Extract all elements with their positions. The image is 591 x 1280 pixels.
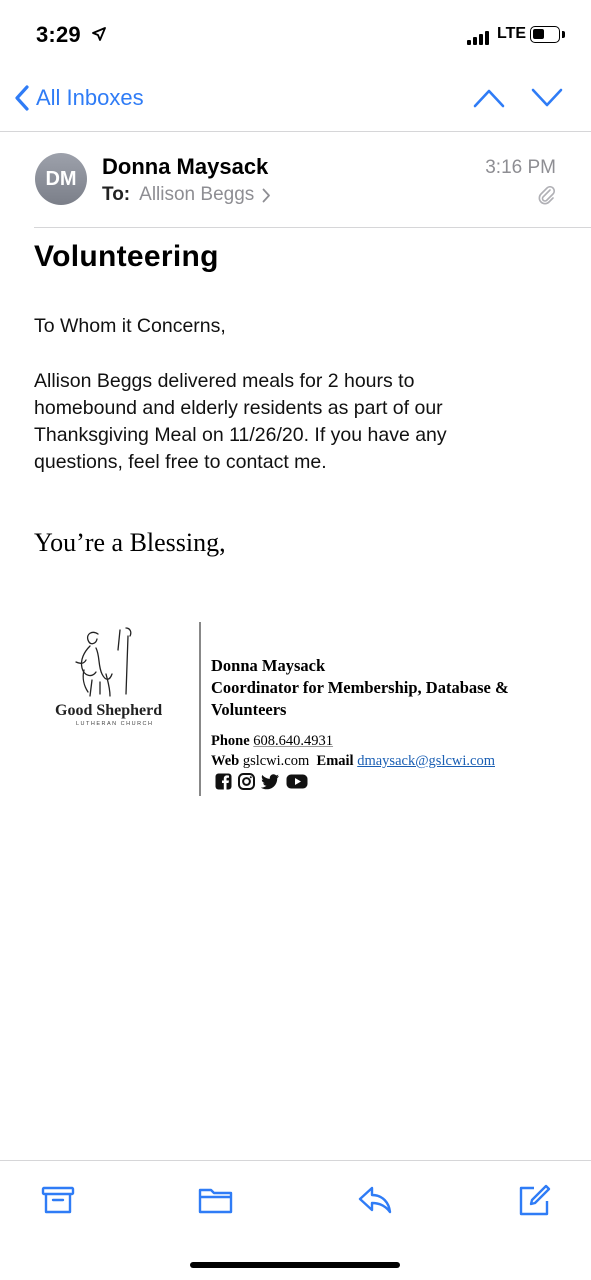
signature-phone-row <box>211 731 333 751</box>
email-label: Email <box>316 753 354 769</box>
facebook-icon[interactable] <box>215 773 232 795</box>
church-logo <box>40 620 182 736</box>
signature-rule <box>199 622 201 796</box>
youtube-icon[interactable] <box>286 773 308 795</box>
signal-icon <box>467 31 489 45</box>
toolbar-divider <box>0 1160 591 1161</box>
instagram-icon[interactable] <box>238 773 255 795</box>
signature-title-1: Coordinator for Membership, Database & <box>211 678 509 697</box>
logo-subtext: LUTHERAN CHURCH <box>76 721 154 727</box>
network-type: LTE <box>497 25 527 42</box>
home-indicator <box>190 1262 400 1268</box>
web-link[interactable]: gslcwi.com <box>242 753 310 769</box>
email-link[interactable]: dmaysack@gslcwi.com <box>357 753 495 769</box>
compose-icon[interactable] <box>516 1182 552 1218</box>
phone-label: Phone <box>211 733 250 749</box>
header-divider <box>34 227 591 228</box>
web-label: Web <box>211 753 240 769</box>
battery-icon <box>530 26 560 43</box>
back-chevron-icon <box>14 84 30 112</box>
chevron-right-icon[interactable] <box>262 188 271 203</box>
message-time: 3:16 PM <box>485 157 556 178</box>
nav-divider <box>0 131 591 132</box>
reply-icon[interactable] <box>357 1182 393 1218</box>
location-arrow-icon <box>92 27 106 41</box>
status-time: 3:29 <box>36 22 81 47</box>
social-icons <box>215 773 308 795</box>
avatar[interactable]: DM <box>35 153 87 205</box>
up-chevron-icon[interactable] <box>472 86 506 110</box>
phone-number[interactable]: 608.640.4931 <box>253 733 334 749</box>
sender-name[interactable]: Donna Maysack <box>102 154 269 179</box>
battery-nub <box>562 31 565 38</box>
to-row <box>102 184 271 206</box>
folder-icon[interactable] <box>198 1182 234 1218</box>
archive-icon[interactable] <box>40 1182 76 1218</box>
down-chevron-icon[interactable] <box>530 86 564 110</box>
back-label: All Inboxes <box>36 85 144 110</box>
recipient-name[interactable]: Allison Beggs <box>139 184 255 205</box>
paperclip-icon <box>538 186 556 206</box>
body-paragraph: Allison Beggs delivered meals for 2 hours to homebound and elderly residents as part of our Thanksgiving Meal on 11/26/20. If you have any questions, feel free to contact me. <box>34 370 447 473</box>
twitter-icon[interactable] <box>261 773 280 795</box>
closing: You’re a Blessing, <box>34 528 226 557</box>
logo-text: Good Shepherd <box>55 702 163 719</box>
signature-web-row <box>211 751 495 771</box>
to-label: To: <box>102 184 131 205</box>
greeting: To Whom it Concerns, <box>34 315 226 337</box>
signature-title-2: Volunteers <box>211 700 287 719</box>
back-button[interactable] <box>14 84 144 112</box>
signature-name: Donna Maysack <box>211 656 326 675</box>
subject: Volunteering <box>34 240 219 273</box>
